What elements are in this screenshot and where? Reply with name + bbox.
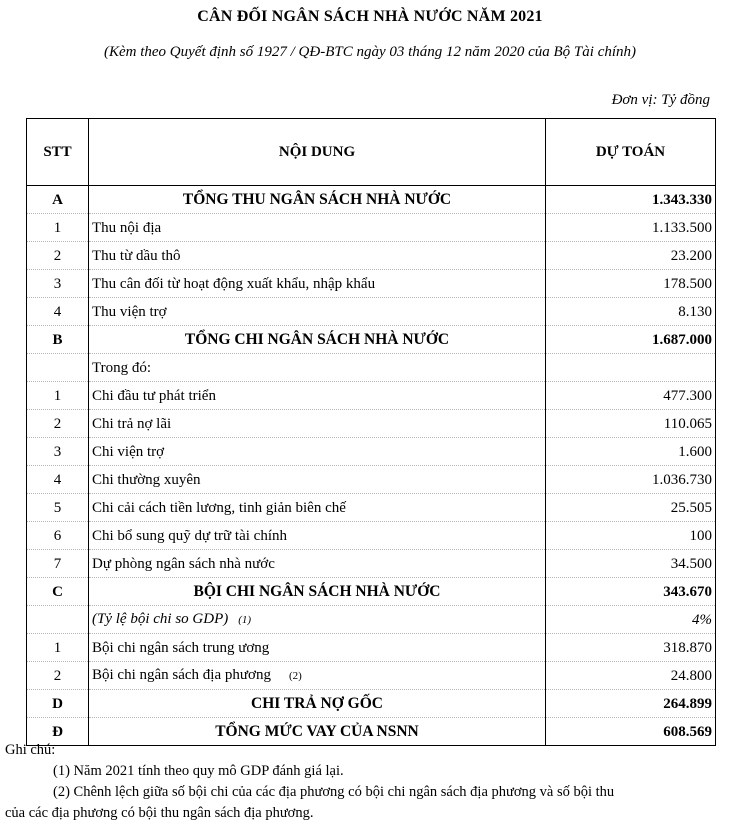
note-2-line-2: của các địa phương có bội thu ngân sách địa phương. [5, 805, 314, 821]
table-row [27, 662, 716, 690]
row-value: 23.200 [546, 242, 716, 270]
row-content: Thu cân đối từ hoạt động xuất khẩu, nhập khẩu [89, 270, 546, 298]
table-row [27, 270, 716, 298]
row-stt: 4 [27, 466, 89, 494]
footnote-ref: (1) [238, 614, 252, 626]
row-value: 34.500 [546, 550, 716, 578]
row-content: Dự phòng ngân sách nhà nước [89, 550, 546, 578]
row-content-text: (Tỷ lệ bội chi so GDP) [92, 611, 229, 627]
row-content: Chi viện trợ [89, 438, 546, 466]
row-content: TỔNG CHI NGÂN SÁCH NHÀ NƯỚC [89, 326, 546, 354]
row-stt: 2 [27, 662, 89, 690]
notes-section [5, 740, 725, 824]
row-value: 24.800 [546, 662, 716, 690]
table-row-section-d [27, 690, 716, 718]
budget-table [26, 118, 716, 746]
row-content: Thu từ dầu thô [89, 242, 546, 270]
table-row [27, 466, 716, 494]
note-2-line-1: (2) Chênh lệch giữa số bội chi của các địa phương có bội chi ngân sách địa phương và số bội thu [53, 784, 615, 800]
row-value: 1.133.500 [546, 214, 716, 242]
document-subtitle: (Kèm theo Quyết định số 1927 / QĐ-BTC ngày 03 tháng 12 năm 2020 của Bộ Tài chính) [103, 44, 637, 60]
row-content: Chi thường xuyên [89, 466, 546, 494]
row-value: 4% [546, 606, 716, 634]
notes-heading: Ghi chú: [5, 742, 56, 758]
table-row [27, 354, 716, 382]
row-content-text: Bội chi ngân sách địa phương [92, 667, 271, 683]
row-stt: 4 [27, 298, 89, 326]
row-stt: D [27, 690, 89, 718]
table-row [27, 550, 716, 578]
unit-label: Đơn vị: Tỷ đồng [611, 92, 710, 108]
row-content [89, 662, 546, 690]
table-row [27, 634, 716, 662]
header-content: NỘI DUNG [89, 119, 546, 186]
row-content: TỔNG MỨC VAY CỦA NSNN [89, 718, 546, 746]
row-value: 1.036.730 [546, 466, 716, 494]
row-value [546, 354, 716, 382]
row-stt: 5 [27, 494, 89, 522]
row-stt: C [27, 578, 89, 606]
row-value: 264.899 [546, 690, 716, 718]
row-stt: 1 [27, 382, 89, 410]
row-value: 1.343.330 [546, 186, 716, 214]
row-stt: 1 [27, 214, 89, 242]
row-stt: 3 [27, 438, 89, 466]
row-value: 110.065 [546, 410, 716, 438]
row-stt: 6 [27, 522, 89, 550]
table-header-row [27, 119, 716, 186]
row-content: Trong đó: [89, 354, 546, 382]
row-value: 343.670 [546, 578, 716, 606]
row-value: 1.687.000 [546, 326, 716, 354]
row-content: Thu viện trợ [89, 298, 546, 326]
row-stt: 1 [27, 634, 89, 662]
table-row [27, 214, 716, 242]
row-stt: 3 [27, 270, 89, 298]
row-value: 25.505 [546, 494, 716, 522]
row-stt [27, 354, 89, 382]
table-row [27, 438, 716, 466]
row-stt: Đ [27, 718, 89, 746]
row-content: Bội chi ngân sách trung ương [89, 634, 546, 662]
row-content: Chi trả nợ lãi [89, 410, 546, 438]
table-row-section-a [27, 186, 716, 214]
table-row [27, 410, 716, 438]
document-title: CÂN ĐỐI NGÂN SÁCH NHÀ NƯỚC NĂM 2021 [197, 8, 543, 25]
table-row-section-b [27, 326, 716, 354]
row-stt [27, 606, 89, 634]
row-value: 100 [546, 522, 716, 550]
row-content: Chi đầu tư phát triển [89, 382, 546, 410]
row-value: 477.300 [546, 382, 716, 410]
row-content: BỘI CHI NGÂN SÁCH NHÀ NƯỚC [89, 578, 546, 606]
table-row-deficit-ratio [27, 606, 716, 634]
row-value: 8.130 [546, 298, 716, 326]
row-value: 608.569 [546, 718, 716, 746]
row-stt: 2 [27, 242, 89, 270]
row-stt: B [27, 326, 89, 354]
table-row [27, 522, 716, 550]
row-content: Thu nội địa [89, 214, 546, 242]
table-row-section-c [27, 578, 716, 606]
row-value: 1.600 [546, 438, 716, 466]
row-content [89, 606, 546, 634]
table-row [27, 494, 716, 522]
footnote-ref: (2) [288, 670, 302, 682]
row-stt: A [27, 186, 89, 214]
row-content: Chi cải cách tiền lương, tinh giản biên chế [89, 494, 546, 522]
table-row [27, 298, 716, 326]
table-row [27, 382, 716, 410]
header-value: DỰ TOÁN [546, 119, 716, 186]
row-value: 318.870 [546, 634, 716, 662]
row-content: CHI TRẢ NỢ GỐC [89, 690, 546, 718]
row-value: 178.500 [546, 270, 716, 298]
row-stt: 7 [27, 550, 89, 578]
row-stt: 2 [27, 410, 89, 438]
table-row [27, 242, 716, 270]
note-1: (1) Năm 2021 tính theo quy mô GDP đánh giá lại. [53, 763, 344, 779]
row-content: Chi bổ sung quỹ dự trữ tài chính [89, 522, 546, 550]
row-content: TỔNG THU NGÂN SÁCH NHÀ NƯỚC [89, 186, 546, 214]
header-stt: STT [27, 119, 89, 186]
